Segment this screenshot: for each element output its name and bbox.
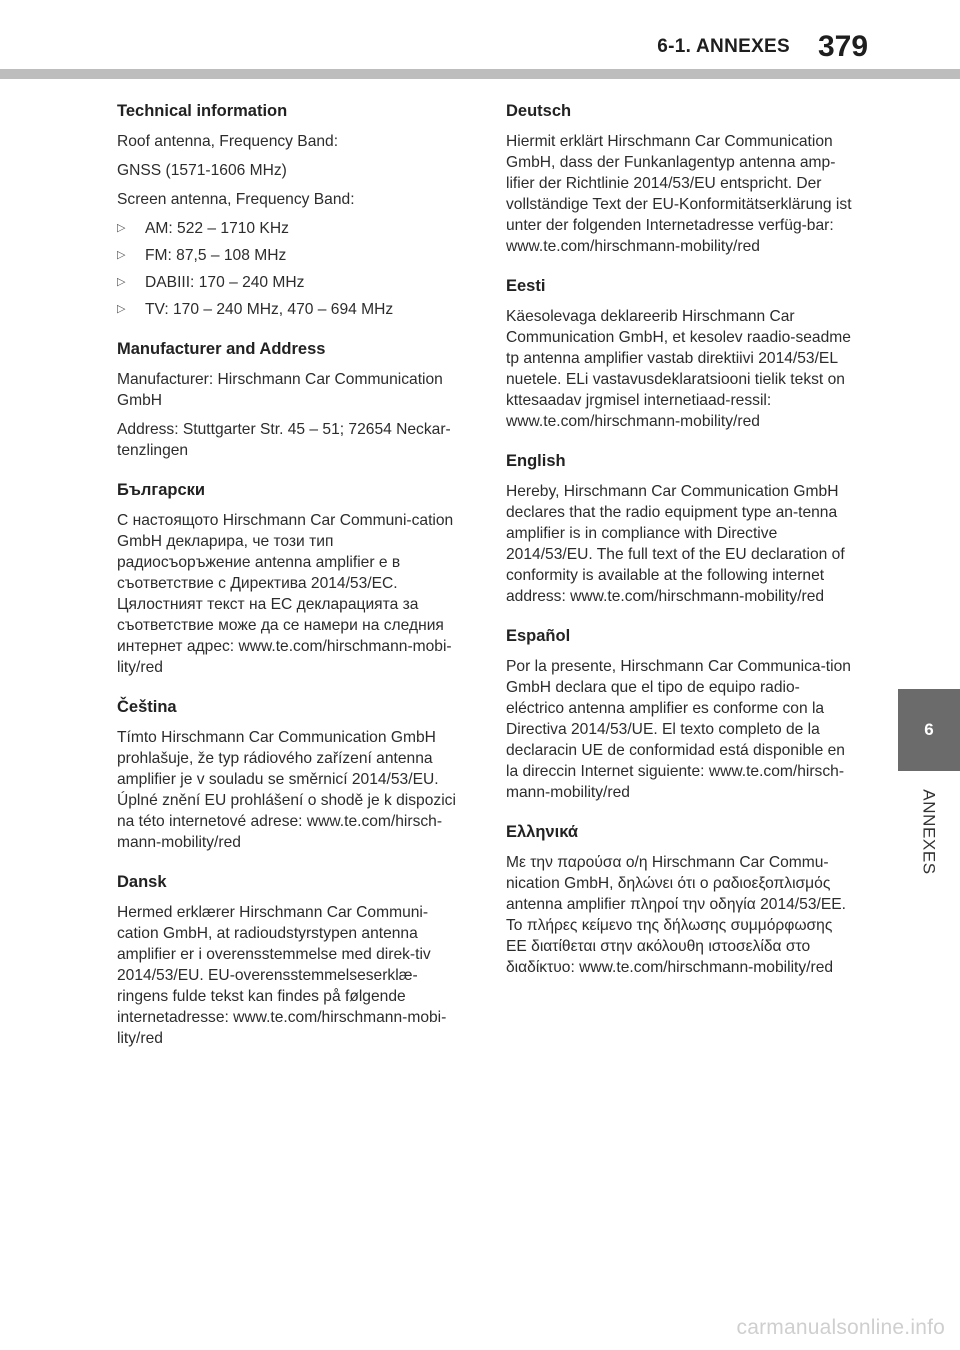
english-heading: English bbox=[506, 452, 566, 470]
list-item bbox=[117, 218, 465, 239]
bulgarian-heading: Български bbox=[117, 481, 206, 499]
watermark-text: carmanualsonline.info bbox=[736, 1316, 945, 1339]
spanish-text: Por la presente, Hirschmann Car Communica-tion GmbH declara que el tipo de equipo radio-eléctrico antenna amplifier es conforme con la Directiva 2014/53/UE. El texto completo de la declaracin UE de conformidad está disponible en la direccin Internet siguiente: www.te.com/hirsch-mann-mobility/red bbox=[506, 658, 851, 801]
manufacturer-section bbox=[117, 338, 465, 461]
german-text: Hiermit erklärt Hirschmann Car Communication GmbH, dass der Funkanlagentyp antenna amp-lifier der Richtlinie 2014/53/EU entspricht. Der vollständige Text der EU-Konformitätserklärung ist unter der folgenden Internetadresse verfüg-bar: www.te.com/hirschmann-mobility/red bbox=[506, 133, 852, 255]
screen-antenna-text: Screen antenna, Frequency Band: bbox=[117, 191, 355, 208]
greek-heading: Ελληνικά bbox=[506, 823, 578, 841]
chapter-tab-number: 6 bbox=[924, 720, 934, 739]
manufacturer-heading: Manufacturer and Address bbox=[117, 340, 326, 358]
roof-antenna-text: Roof antenna, Frequency Band: bbox=[117, 133, 339, 150]
danish-text: Hermed erklærer Hirschmann Car Communi-cation GmbH, at radioudstyrstypen antenna amplifier er i overensstemmelse med direk-tiv 2014/53/EU. EU-overensstemmelseserklæ-ringens fulde tekst kan findes på følgende internetadresse: www.te.com/hirschmann-mobi-lity/red bbox=[117, 904, 447, 1047]
technical-information-section bbox=[117, 100, 465, 320]
estonian-text: Käesolevaga deklareerib Hirschmann Car Communication GmbH, et kesolev raadio-seadme tp antenna amplifier vastab direktiivi 2014/53/EL nuetele. ELi vastavusdeklaratsiooni tielik tekst on kttesaadav jrgmisel internetiaad-ressil: www.te.com/hirschmann-mobility/red bbox=[506, 308, 851, 430]
english-text: Hereby, Hirschmann Car Communication GmbH declares that the radio equipment type an-tenna amplifier is in compliance with Directive 2014/53/EU. The full text of the EU declaration of conformity is available at the following internet address: www.te.com/hirschmann-mobility/red bbox=[506, 483, 845, 605]
technical-heading: Technical information bbox=[117, 102, 288, 120]
triangle-bullet-icon: ▷ bbox=[117, 222, 126, 234]
bulgarian-text: С настоящото Hirschmann Car Communi-cation GmbH декларира, че този тип радиосъоръжение antenna amplifier е в съответствие с Директива 2014/53/ЕС. Цялостният текст на ЕС декларацията за съответствие може да се намери на следния интернет адрес: www.te.com/hirschmann-mobi-lity/red bbox=[117, 512, 454, 676]
danish-heading: Dansk bbox=[117, 873, 167, 891]
estonian-section bbox=[506, 275, 854, 432]
chapter-side-label bbox=[898, 782, 960, 882]
danish-section bbox=[117, 871, 465, 1049]
left-column bbox=[117, 100, 465, 1067]
greek-text: Με την παρούσα ο/η Hirschmann Car Commu-nication GmbH, δηλώνει ότι ο ραδιοεξοπλισμός antenna amplifier πληροί την οδηγία 2014/53/ΕΕ. Το πλήρες κείμενο της δήλωσης συμμόρφωσης ΕΕ διατίθεται στην ακόλουθη ιστοσελίδα στο διαδίκτυο: www.te.com/hirschmann-mobility/red bbox=[506, 854, 846, 976]
list-item bbox=[117, 299, 465, 320]
bulgarian-section bbox=[117, 479, 465, 678]
estonian-heading: Eesti bbox=[506, 277, 546, 295]
chapter-side-label-text: ANNEXES bbox=[920, 789, 940, 875]
english-section bbox=[506, 450, 854, 607]
page-number: 379 bbox=[818, 30, 869, 63]
address-text: Address: Stuttgarter Str. 45 – 51; 72654 Neckar-tenzlingen bbox=[117, 421, 451, 459]
czech-section bbox=[117, 696, 465, 853]
german-heading: Deutsch bbox=[506, 102, 572, 120]
czech-heading: Čeština bbox=[117, 698, 177, 716]
bullet-text: DABIII: 170 – 240 MHz bbox=[145, 274, 305, 291]
spanish-section bbox=[506, 625, 854, 803]
triangle-bullet-icon: ▷ bbox=[117, 303, 126, 315]
bullet-text: TV: 170 – 240 MHz, 470 – 694 MHz bbox=[145, 301, 394, 318]
greek-section bbox=[506, 821, 854, 978]
gnss-text: GNSS (1571-1606 MHz) bbox=[117, 162, 287, 179]
manufacturer-text: Manufacturer: Hirschmann Car Communication GmbH bbox=[117, 371, 443, 409]
header-rule bbox=[0, 69, 960, 79]
triangle-bullet-icon: ▷ bbox=[117, 276, 126, 288]
triangle-bullet-icon: ▷ bbox=[117, 249, 126, 261]
right-column bbox=[506, 100, 854, 996]
section-title: 6-1. ANNEXES bbox=[657, 36, 790, 57]
spanish-heading: Español bbox=[506, 627, 571, 645]
chapter-tab[interactable] bbox=[898, 689, 960, 771]
german-section bbox=[506, 100, 854, 257]
bullet-text: AM: 522 – 1710 KHz bbox=[145, 220, 289, 237]
list-item bbox=[117, 245, 465, 266]
list-item bbox=[117, 272, 465, 293]
bullet-text: FM: 87,5 – 108 MHz bbox=[145, 247, 287, 264]
czech-text: Tímto Hirschmann Car Communication GmbH prohlašuje, že typ rádiového zařízení antenna amplifier je v souladu se směrnicí 2014/53/EU. Úplné znění EU prohlášení o shodě je k dispozici na této internetové adrese: www.te.com/hirsch-mann-mobility/red bbox=[117, 729, 456, 851]
